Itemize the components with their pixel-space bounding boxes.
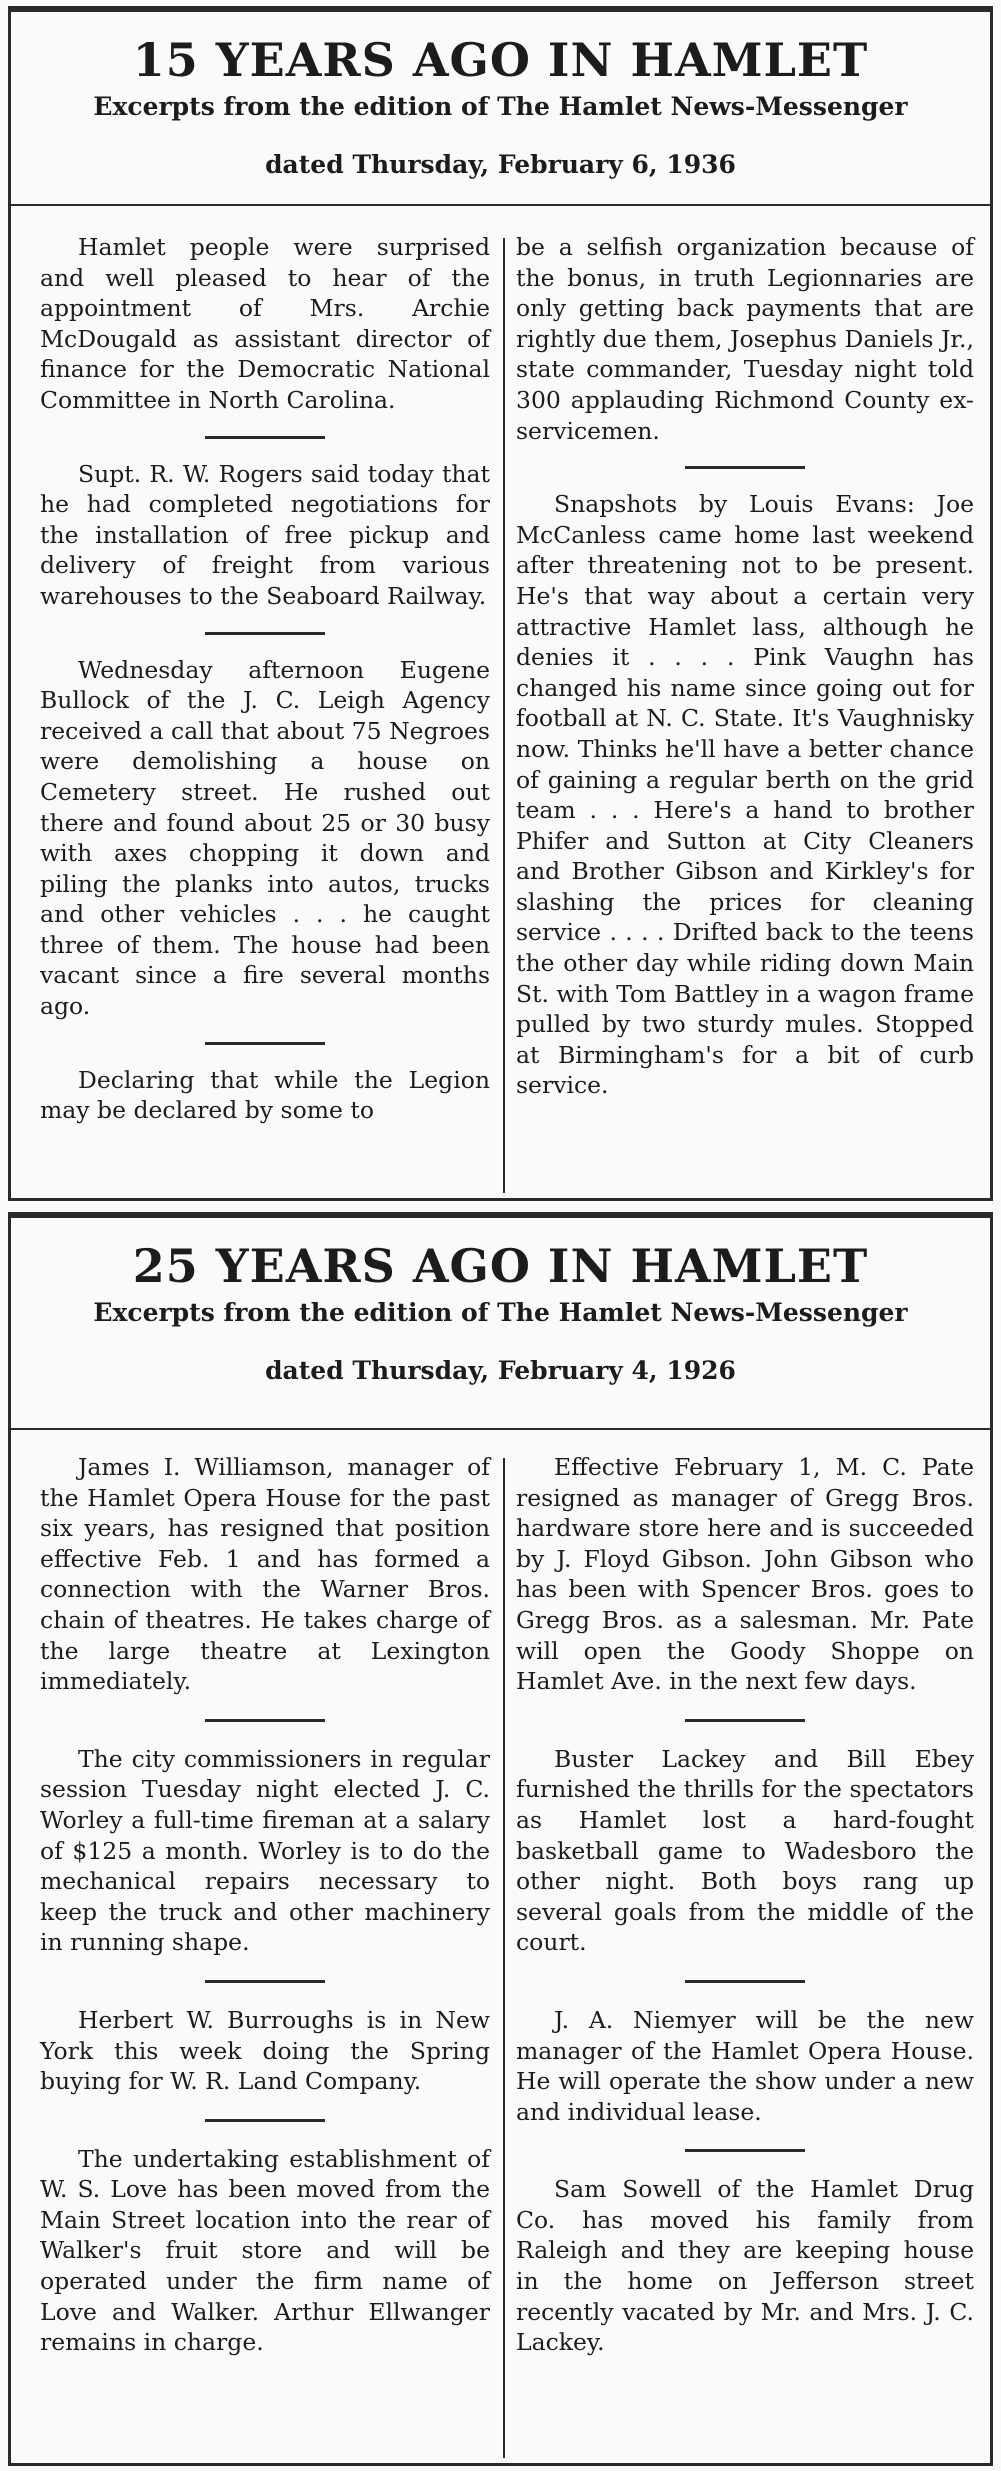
section-headline: 15 YEARS AGO IN HAMLET	[132, 33, 869, 87]
section-subheadline: Excerpts from the edition of The Hamlet News-Messenger	[93, 92, 908, 121]
item-separator	[685, 466, 805, 469]
item-separator	[205, 2119, 325, 2122]
news-item: Hamlet people were surprised and well pleased to hear of the appointment of Mrs. Archie McDougald as assistant director of finance for the Democratic National Committee in North Carolina.	[40, 233, 490, 414]
section-headline: 25 YEARS AGO IN HAMLET	[132, 1239, 869, 1293]
right-column	[516, 232, 974, 1101]
section-25-years-ago	[8, 1212, 993, 2466]
item-separator	[685, 1719, 805, 1722]
news-item: Supt. R. W. Rogers said today that he had completed negotiations for the installation of free pickup and delivery of freight from various warehouses to the Seaboard Railway.	[40, 459, 490, 610]
section-dateline: dated Thursday, February 4, 1926	[265, 1356, 736, 1385]
news-item: Declaring that while the Legion may be declared by some to	[40, 1065, 490, 1125]
item-separator	[205, 632, 325, 635]
news-item: The undertaking establishment of W. S. Love has been moved from the Main Street location into the rear of Walker's fruit store and will be operated under the firm name of Love and Walker. Arthur Ellwanger remains in charge.	[40, 2144, 490, 2357]
item-separator	[685, 1980, 805, 1983]
item-separator	[205, 1719, 325, 1722]
right-column	[516, 1452, 974, 2358]
news-item: Effective February 1, M. C. Pate resigned as manager of Gregg Bros. hardware store here and is succeeded by J. Floyd Gibson. John Gibson who has been with Spencer Bros. goes to Gregg Bros. as a salesman. Mr. Pate will open the Goody Shoppe on Hamlet Ave. in the next few days.	[516, 1453, 974, 1696]
item-separator	[205, 1042, 325, 1045]
news-item: Herbert W. Burroughs is in New York this week doing the Spring buying for W. R. Land Company.	[40, 2005, 490, 2096]
news-item: Buster Lackey and Bill Ebey furnished the thrills for the spectators as Hamlet lost a hard-fought basketball game to Wadesboro the other night. Both boys rang up several goals from the middle of the court.	[516, 1744, 974, 1957]
section-masthead	[8, 6, 993, 184]
section-masthead	[8, 1212, 993, 1390]
left-column	[40, 232, 490, 1126]
masthead-rule	[8, 1428, 993, 1430]
section-dateline: dated Thursday, February 6, 1936	[265, 150, 736, 179]
news-item: The city commissioners in regular session Tuesday night elected J. C. Worley a full-time fireman at a salary of $125 a month. Worley is to do the mechanical repairs necessary to keep the truck and other machinery in running shape.	[40, 1744, 490, 1957]
news-item: J. A. Niemyer will be the new manager of the Hamlet Opera House. He will operate the show under a new and individual lease.	[516, 2005, 974, 2126]
news-item: Snapshots by Louis Evans: Joe McCanless came home last weekend after threatening not to be present. He's that way about a certain very attractive Hamlet lass, although he denies it . . . . Pink Vaughn has changed his name since going out for football at N. C. State. It's Vaughnisky now. Thinks he'll have a better chance of gaining a regular berth on the grid team . . . Here's a hand to brother Phifer and Sutton at City Cleaners and Brother Gibson and Kirkley's for slashing the prices for cleaning service . . . . Drifted back to the teens the other day while riding down Main St. with Tom Battley in a wagon frame pulled by two sturdy mules. Stopped at Birmingham's for a bit of curb service.	[516, 490, 974, 1100]
news-item: James I. Williamson, manager of the Hamlet Opera House for the past six years, has resigned that position effective Feb. 1 and has formed a connection with the Warner Bros. chain of theatres. He takes charge of the large theatre at Lexington immediately.	[40, 1453, 490, 1696]
news-item: be a selfish organization because of the bonus, in truth Legionnaries are only getting back payments that are rightly due them, Josephus Daniels Jr., state commander, Tuesday night told 300 applauding Richmond County ex-servicemen.	[516, 233, 974, 445]
column-divider	[503, 1458, 505, 2458]
masthead-rule	[8, 204, 993, 206]
news-item: Wednesday afternoon Eugene Bullock of the J. C. Leigh Agency received a call that about 75 Negroes were demolishing a house on Cemetery street. He rushed out there and found about 25 or 30 busy with axes chopping it down and piling the planks into autos, trucks and other vehicles . . . he caught three of them. The house had been vacant since a fire several months ago.	[40, 655, 490, 1021]
section-subheadline: Excerpts from the edition of The Hamlet News-Messenger	[93, 1298, 908, 1327]
item-separator	[685, 2149, 805, 2152]
column-divider	[503, 238, 505, 1193]
item-separator	[205, 436, 325, 439]
item-separator	[205, 1980, 325, 1983]
section-15-years-ago	[8, 6, 993, 1201]
news-item: Sam Sowell of the Hamlet Drug Co. has moved his family from Raleigh and they are keeping house in the home on Jefferson street recently vacated by Mr. and Mrs. J. C. Lackey.	[516, 2175, 974, 2357]
left-column	[40, 1452, 490, 2358]
